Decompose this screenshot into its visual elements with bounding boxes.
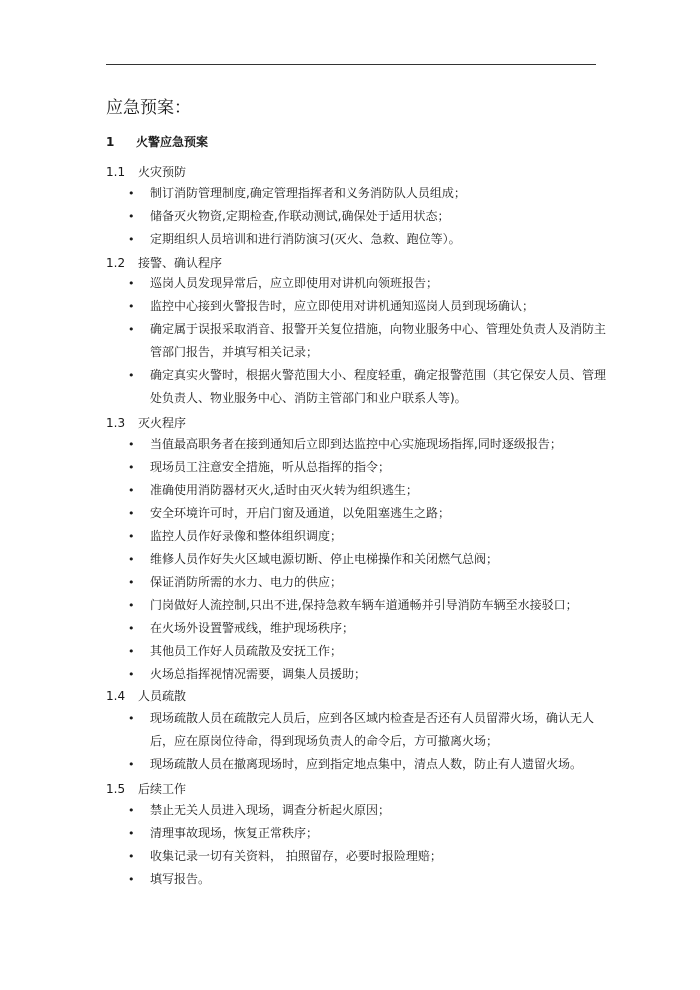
subsection-number: 1.5 — [106, 782, 126, 796]
subsection-heading-1-4 — [106, 687, 186, 704]
list-item: • 清理事故现场，恢复正常秩序； — [128, 822, 442, 845]
section-label: 火警应急预案 — [136, 135, 209, 149]
list-item: • 巡岗人员发现异常后，应立即使用对讲机向领班报告； — [128, 272, 615, 295]
subsection-label: 人员疏散 — [138, 689, 187, 703]
list-1-4 — [128, 707, 615, 776]
header-rule — [106, 64, 596, 65]
list-item: • 禁止无关人员进入现场，调查分析起火原因； — [128, 799, 442, 822]
subsection-number: 1.2 — [106, 256, 126, 270]
list-item: • 监控人员作好录像和整体组织调度； — [128, 525, 615, 548]
list-1-5 — [128, 799, 442, 891]
subsection-number: 1.1 — [106, 165, 126, 179]
list-item: • 监控中心接到火警报告时，应立即使用对讲机通知巡岗人员到现场确认； — [128, 295, 615, 318]
subsection-heading-1-1 — [106, 163, 186, 180]
list-item: • 现场疏散人员在撤离现场时，应到指定地点集中，清点人数，防止有人遗留火场。 — [128, 753, 615, 776]
subsection-label: 后续工作 — [138, 782, 187, 796]
subsection-label: 灭火程序 — [138, 416, 187, 430]
list-1-3 — [128, 433, 615, 686]
list-item: • 安全环境许可时，开启门窗及通道，以免阻塞逃生之路； — [128, 502, 615, 525]
list-item: • 在火场外设置警戒线，维护现场秩序； — [128, 617, 615, 640]
page-title: 应急预案： — [106, 98, 191, 118]
list-item: • 维修人员作好失火区域电源切断、停止电梯操作和关闭燃气总阀； — [128, 548, 615, 571]
list-item: • 储备灭火物资,定期检查,作联动测试,确保处于适用状态； — [128, 205, 466, 228]
subsection-heading-1-3 — [106, 414, 186, 431]
subsection-number: 1.4 — [106, 689, 126, 703]
list-item: • 现场员工注意安全措施，听从总指挥的指令； — [128, 456, 615, 479]
list-item: • 收集记录一切有关资料， 拍照留存，必要时报险理赔； — [128, 845, 442, 868]
section-number: 1 — [106, 135, 115, 149]
subsection-heading-1-2 — [106, 254, 222, 271]
list-item: • 当值最高职务者在接到通知后立即到达监控中心实施现场指挥,同时逐级报告； — [128, 433, 615, 456]
list-1-2 — [128, 272, 615, 410]
section-heading — [106, 133, 208, 150]
subsection-label: 火灾预防 — [138, 165, 187, 179]
list-item: • 火场总指挥视情况需要，调集人员援助； — [128, 663, 615, 686]
list-item: • 现场疏散人员在疏散完人员后，应到各区域内检查是否还有人员留滞火场，确认无人后，应在原岗位待命，得到现场负责人的命令后，方可撤离火场； — [128, 707, 615, 753]
list-item: • 制订消防管理制度,确定管理指挥者和义务消防队人员组成； — [128, 182, 466, 205]
subsection-label: 接警、确认程序 — [138, 256, 223, 270]
subsection-number: 1.3 — [106, 416, 126, 430]
list-item: • 定期组织人员培训和进行消防演习(灭火、急救、跑位等）。 — [128, 228, 466, 251]
list-item: • 保证消防所需的水力、电力的供应； — [128, 571, 615, 594]
list-item: • 门岗做好人流控制,只出不进,保持急救车辆车道通畅并引导消防车辆至水接驳口； — [128, 594, 615, 617]
list-1-1 — [128, 182, 466, 251]
subsection-heading-1-5 — [106, 780, 186, 797]
list-item: • 准确使用消防器材灭火,适时由灭火转为组织逃生； — [128, 479, 615, 502]
list-item: • 确定真实火警时，根据火警范围大小、程度轻重，确定报警范围（其它保安人员、管理处负责人、物业服务中心、消防主管部门和业户联系人等)。 — [128, 364, 615, 410]
list-item: • 确定属于误报采取消音、报警开关复位措施，向物业服务中心、管理处负责人及消防主管部门报告，并填写相关记录； — [128, 318, 615, 364]
list-item: • 填写报告。 — [128, 868, 442, 891]
list-item: • 其他员工作好人员疏散及安抚工作； — [128, 640, 615, 663]
